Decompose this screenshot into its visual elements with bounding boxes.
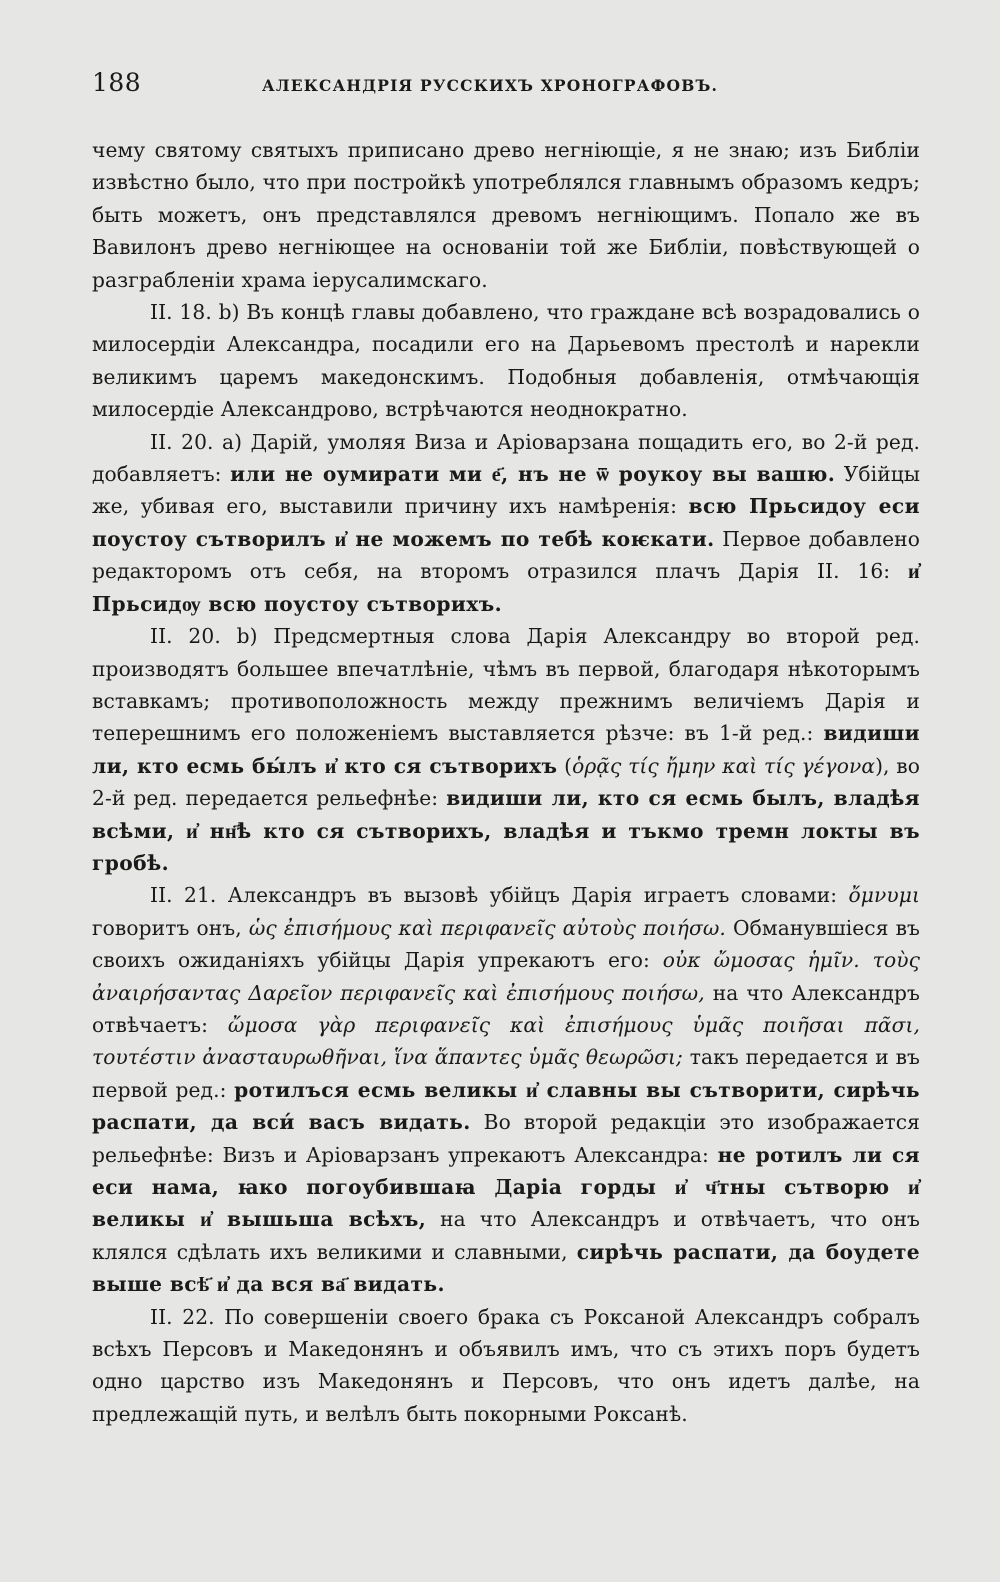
text-run: Первое добавлено редакторомъ отъ себя, на второмъ отразился плачъ Дарія II. 16: [92, 526, 920, 584]
paragraph [92, 620, 920, 879]
text-run: II. 22. По совершеніи своего брака съ Роксаной Александръ собралъ всѣхъ Персовъ и Македонянъ и объявилъ имъ, что съ этихъ поръ будетъ одно царство изъ Македонянъ и Персовъ, что онъ идетъ далѣе, на предлежащій путь, и велѣлъ быть покорными Роксанѣ. [92, 1304, 920, 1426]
text-run: Во второй редакціи это изображается рельефнѣе: Визъ и Аріоварзанъ упрекаютъ Александра: [92, 1110, 920, 1167]
running-title: АЛЕКСАНДРІЯ РУССКИХЪ ХРОНОГРАФОВЪ. [262, 76, 719, 95]
text-run: чему святому святыхъ приписано древо негніющіе, я не знаю; изъ Библіи извѣстно было, что при постройкѣ употреблялся главнымъ образомъ кедръ; быть можетъ, онъ представлялся древомъ негніющимъ. Попало же въ Вавилонъ древо негніющее на основаніи той же Библіи, повѣствующей о разграбленіи храма іерусалимскаго. [92, 138, 920, 292]
paragraph [92, 134, 920, 296]
paragraph [92, 426, 920, 620]
church-slavonic-quote: не ротилъ ли ся еси нама, ꙗко погоубившаꙗ Даріа горды и҆ ч҃тны сътворю и҆ великы и҆ вышьша всѣхъ, [92, 1142, 920, 1232]
text-run: на что Александръ отвѣчаетъ: [92, 980, 920, 1037]
text-run: такъ передается и въ первой ред.: [92, 1045, 920, 1102]
church-slavonic-quote: и҆ Прьсидѹ всю поустоу сътворихъ. [92, 559, 920, 616]
greek-quote: ὄμνυμι [848, 883, 920, 908]
text-run: II. 20. a) Дарій, умоляя Виза и Аріоварзана пощадить его, во 2-й ред. добавляетъ: [92, 429, 920, 487]
greek-quote: ὤμοσα γὰρ περιφανεῖς καὶ ἐπισήμους ὑμᾶς ποιῆσαι πᾶσι, τουτέστιν ἀνασταυρωθῆναι, ἵνα ἅπαντες ὑμᾶς θεωρῶσι; [92, 1012, 920, 1070]
page-header [92, 68, 920, 112]
page-number: 188 [92, 68, 142, 97]
church-slavonic-quote: ротилъся есмь великы и҆ славны вы сътворити, сирѣчь распати, да вси́ васъ видать. [92, 1077, 920, 1135]
greek-quote: οὐκ ὤμοσας ἡμῖν. τοὺς ἀναιρήσαντας Δαρεῖον περιφανεῖς καὶ ἐπισήμους ποιήσω, [92, 948, 920, 1005]
greek-quote: ὁρᾷς τίς ἤμην καὶ τίς γέγονα [572, 753, 876, 778]
paragraph [92, 879, 920, 1300]
text-run: ( [557, 753, 573, 778]
text-run: II. 18. b) Въ концѣ главы добавлено, что граждане всѣ возрадовались о милосердіи Александра, посадили его на Дарьевомъ престолѣ и нарекли великимъ царемъ македонскимъ. Подобныя добавленія, отмѣчающія милосердіе Александрово, встрѣчаются неоднократно. [92, 300, 920, 422]
paragraph [92, 296, 920, 426]
text-run: II. 20. b) Предсмертныя слова Дарія Александру во второй ред. производятъ большее впечатлѣніе, чѣмъ въ первой, благодаря нѣкоторымъ вставкамъ; противоположность между прежнимъ величіемъ Дарія и теперешнимъ его положеніемъ выставляется рѣзче: въ 1-й ред.: [92, 624, 920, 746]
text-run: ), во 2-й ред. передается рельефнѣе: [92, 753, 921, 811]
text-run: говоритъ онъ, [92, 915, 249, 940]
text-run: Обманувшіеся въ своихъ ожиданіяхъ убійцы Дарія упрекаютъ его: [92, 915, 920, 973]
body-text [92, 134, 920, 1430]
text-run: Убійцы же, убивая его, выставили причину ихъ намѣренія: [92, 462, 921, 519]
greek-quote: ὡς ἐπισήμους καὶ περιφανεῖς αὐτοὺς ποιήσω. [248, 915, 726, 940]
text-run: на что Александръ и отвѣчаетъ, что онъ клялся сдѣлать ихъ великими и славными, [92, 1207, 920, 1264]
church-slavonic-quote: сирѣчь распати, да боудете выше всѣ҃ и҆ да вся ва҃ видать. [92, 1239, 920, 1297]
paragraph [92, 1301, 920, 1431]
text-run: II. 21. Александръ въ вызовѣ убійцъ Дарія играетъ словами: [150, 883, 849, 908]
church-slavonic-quote: всю Прьсидоу еси поустоу сътворилъ и҆ не можемъ по тебѣ коѥкати. [92, 494, 920, 551]
church-slavonic-quote: видиши ли, кто есмь бы́лъ и҆ кто ся сътворихъ [92, 721, 920, 778]
church-slavonic-quote: видиши ли, кто ся есмь былъ, владѣя всѣми, и҆ нн҃ѣ кто ся сътворихъ, владѣя и тъкмо тремн локты въ гробѣ. [92, 786, 920, 875]
church-slavonic-quote: или не оумирати ми е҃, нъ не ѿ роукоу вы вашю. [230, 462, 836, 487]
